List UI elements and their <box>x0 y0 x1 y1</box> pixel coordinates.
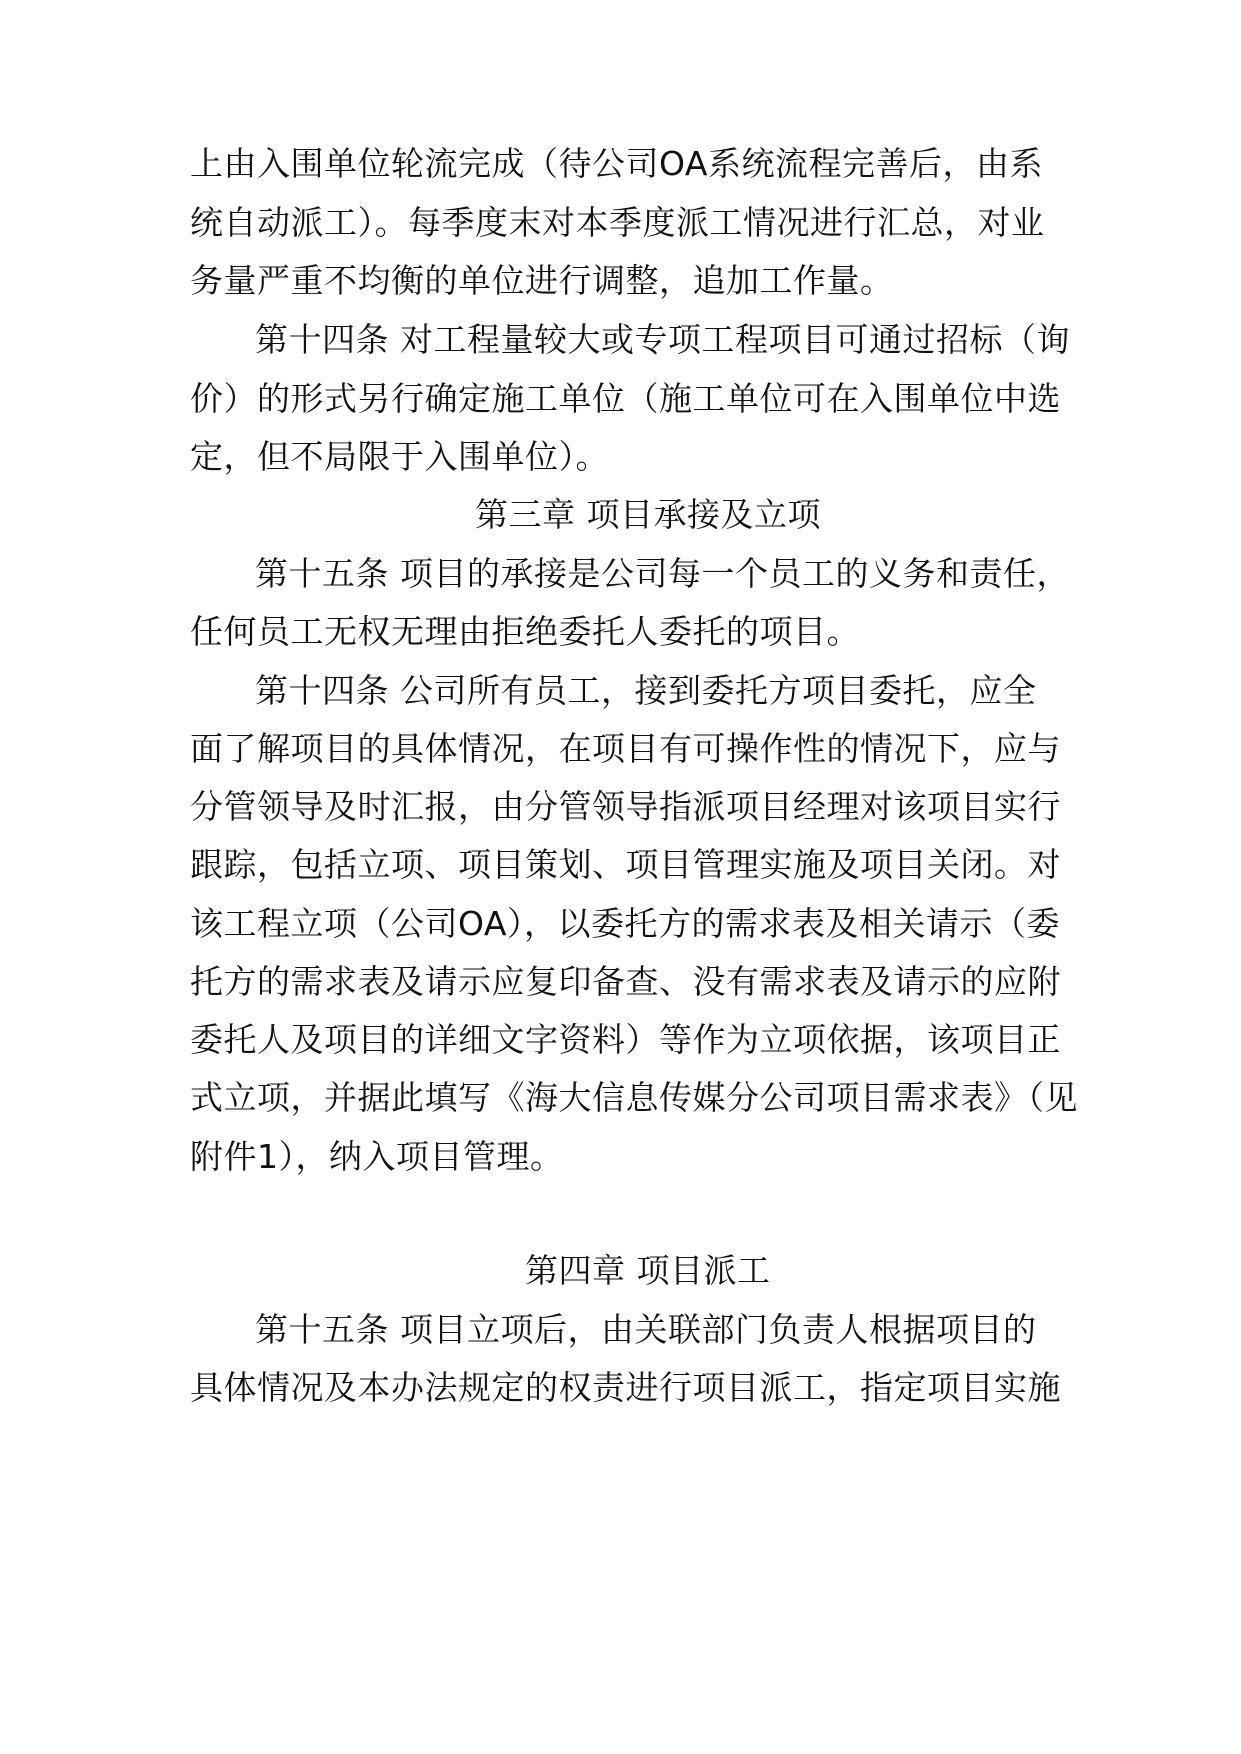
chapter-3-heading: 第三章 项目承接及立项 <box>475 495 821 534</box>
paragraph-line: 价）的形式另行确定施工单位（施工单位可在入围单位中选 <box>190 379 1061 418</box>
paragraph-line: 上由入围单位轮流完成（待公司OA系统流程完善后，由系 <box>190 144 1043 183</box>
paragraph-line: 务量严重不均衡的单位进行调整，追加工作量。 <box>190 261 894 300</box>
paragraph-line: 统自动派工）。每季度末对本季度派工情况进行汇总，对业 <box>190 203 1045 242</box>
paragraph-line: 式立项，并据此填写《海大信息传媒分公司项目需求表》（见 <box>190 1078 1078 1117</box>
article-14-first-line: 第十四条 对工程量较大或专项工程项目可通过招标（询 <box>255 320 1070 359</box>
article-14-second-first-line: 第十四条 公司所有员工，接到委托方项目委托，应全 <box>255 671 1037 710</box>
paragraph-line: 托方的需求表及请示应复印备查、没有需求表及请示的应附 <box>190 962 1061 1001</box>
article-15-second-first-line: 第十五条 项目立项后，由关联部门负责人根据项目的 <box>255 1310 1037 1349</box>
article-15-first-line: 第十五条 项目的承接是公司每一个员工的义务和责任， <box>255 554 1070 593</box>
chapter-4-heading: 第四章 项目派工 <box>525 1251 771 1290</box>
paragraph-line: 定，但不局限于入围单位）。 <box>190 437 609 476</box>
paragraph-line: 面了解项目的具体情况，在项目有可操作性的情况下，应与 <box>190 729 1061 768</box>
paragraph-line: 任何员工无权无理由拒绝委托人委托的项目。 <box>190 612 860 651</box>
paragraph-line: 跟踪，包括立项、项目策划、项目管理实施及项目关闭。对 <box>190 845 1061 884</box>
paragraph-line: 该工程立项（公司OA），以委托方的需求表及相关请示（委 <box>190 904 1060 943</box>
paragraph-line: 具体情况及本办法规定的权责进行项目派工，指定项目实施 <box>190 1368 1061 1407</box>
paragraph-line: 分管领导及时汇报，由分管领导指派项目经理对该项目实行 <box>190 787 1061 826</box>
paragraph-line: 委托人及项目的详细文字资料）等作为立项依据，该项目正 <box>190 1020 1061 1059</box>
paragraph-line: 附件1），纳入项目管理。 <box>190 1137 564 1176</box>
